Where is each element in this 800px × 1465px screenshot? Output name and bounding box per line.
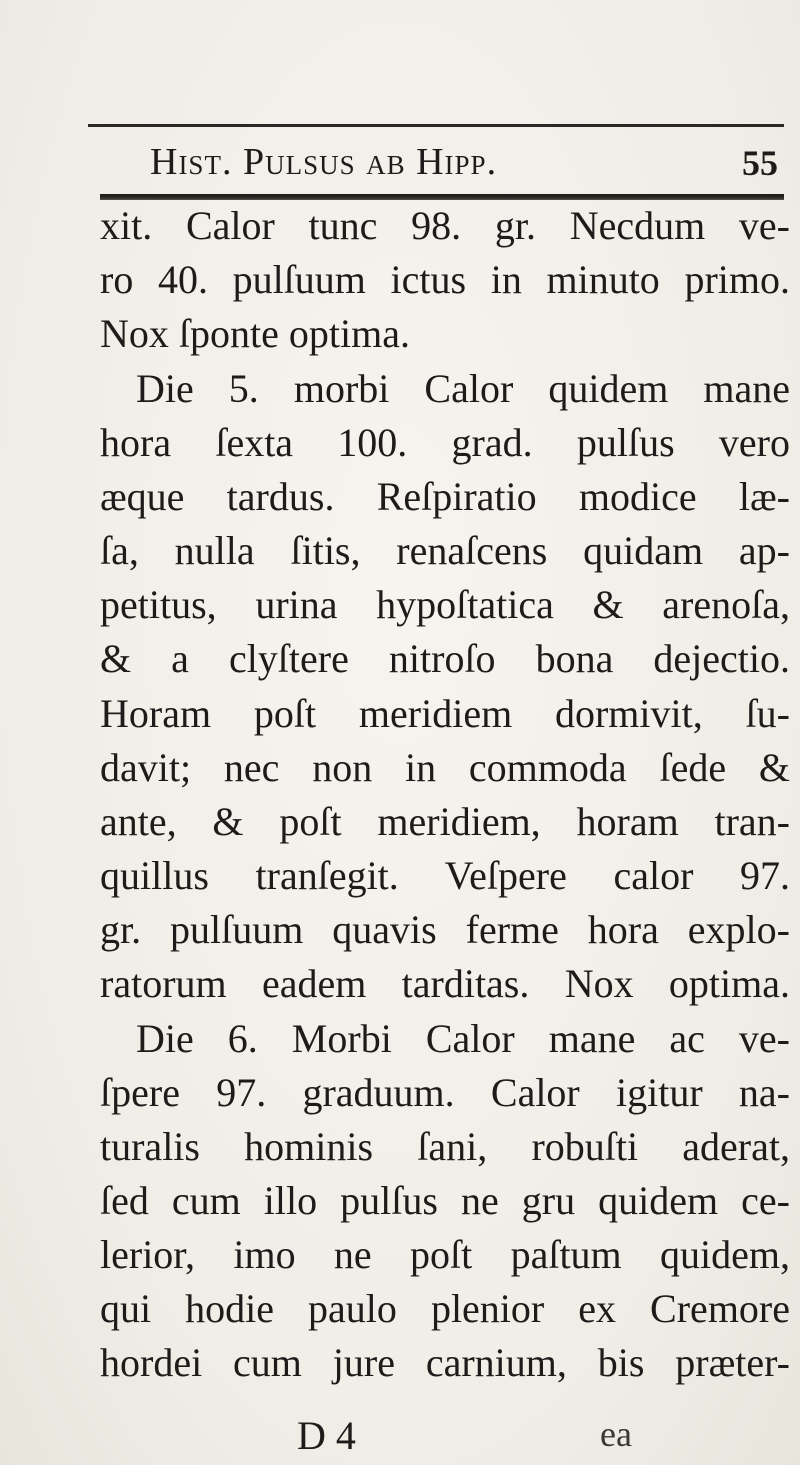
- text-line: Die 6. Morbi Calor mane ac ve-: [136, 1016, 790, 1061]
- text-line: Nox ſponte optima.: [100, 311, 410, 356]
- text-line: Die 5. morbi Calor quidem mane: [136, 366, 790, 411]
- page-footer: [0, 1412, 800, 1462]
- header-rule: [100, 194, 784, 200]
- text-line: gr. pulſuum quavis ferme hora explo-: [100, 907, 790, 952]
- text-line: ſa, nulla ſitis, renaſcens quidam ap-: [100, 528, 790, 573]
- text-line: & a clyſtere nitroſo bona dejectio.: [100, 636, 790, 681]
- text-line: ro 40. pulſuum ictus in minuto primo.: [100, 257, 790, 302]
- text-line: æque tardus. Reſpiratio modice læ-: [100, 474, 790, 519]
- page-number: 55: [742, 143, 778, 183]
- text-line: ſpere 97. graduum. Calor igitur na-: [100, 1070, 790, 1115]
- text-line: ratorum eadem tarditas. Nox optima.: [100, 961, 790, 1006]
- text-line: xit. Calor tunc 98. gr. Necdum ve-: [100, 203, 790, 248]
- top-rule: [88, 124, 784, 127]
- text-line: davit; nec non in commoda ſede &: [100, 745, 790, 790]
- catchword: ea: [600, 1414, 632, 1454]
- text-line: ante, & poſt meridiem, horam tran-: [100, 799, 790, 844]
- text-line: petitus, urina hypoſtatica & arenoſa,: [100, 582, 790, 627]
- text-line: Horam poſt meridiem dormivit, ſu-: [100, 691, 790, 736]
- text-line: quillus tranſegit. Veſpere calor 97.: [100, 853, 790, 898]
- text-line: hora ſexta 100. grad. pulſus vero: [100, 420, 790, 465]
- text-line: lerior, imo ne poſt paſtum quidem,: [100, 1232, 790, 1277]
- signature-mark: D 4: [297, 1413, 356, 1458]
- running-head: Hist. Pulsus ab Hipp.: [150, 141, 498, 183]
- page-header: [150, 134, 780, 190]
- text-line: qui hodie paulo plenior ex Cremore: [100, 1286, 790, 1331]
- text-line: ſed cum illo pulſus ne gru quidem ce-: [100, 1178, 790, 1223]
- text-line: turalis hominis ſani, robuſti aderat,: [100, 1124, 790, 1169]
- text-line: hordei cum jure carnium, bis præter-: [100, 1340, 790, 1385]
